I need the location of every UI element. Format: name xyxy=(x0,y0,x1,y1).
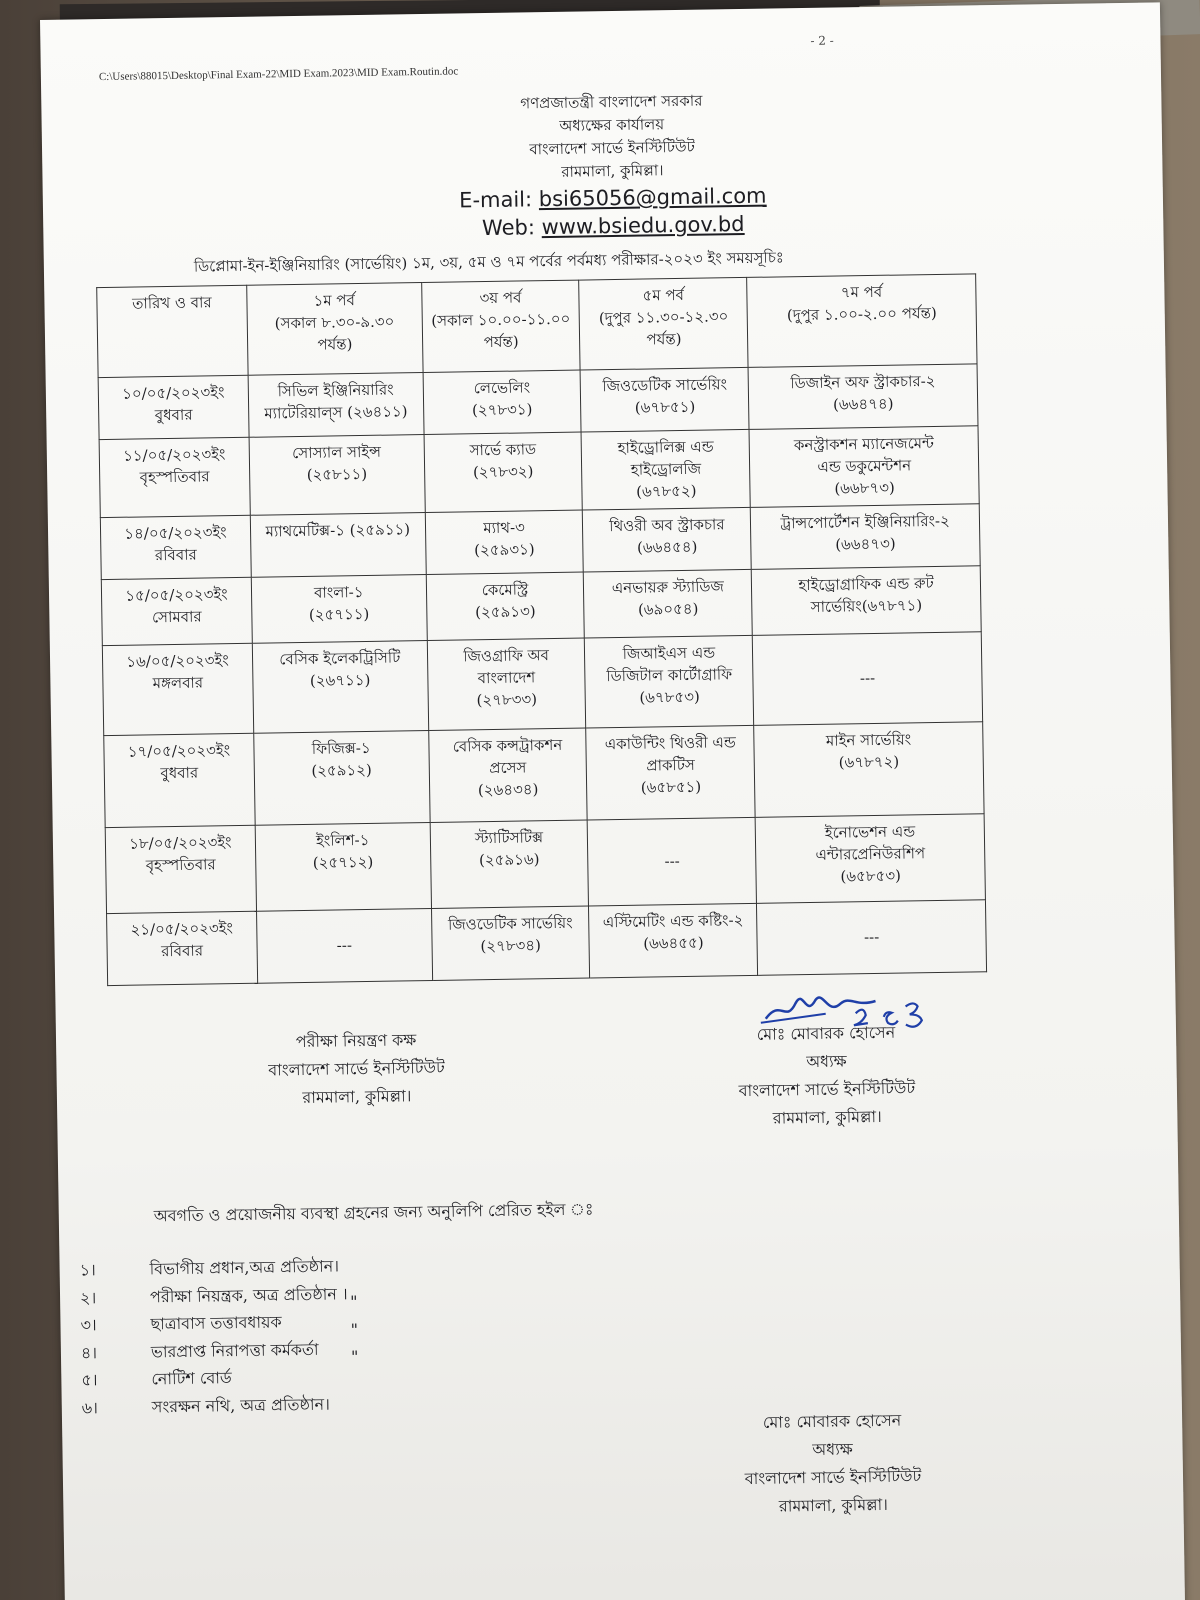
subject-cell: কেমেস্ট্রি (২৫৯১৩) xyxy=(426,572,585,640)
subject-cell: মাইন সার্ভেয়িং (৬৭৮৭২) xyxy=(754,722,984,818)
table-row xyxy=(105,814,985,914)
table-row xyxy=(107,900,987,986)
handwritten-date: 2.5.23 xyxy=(863,1021,868,1023)
subject-cell: --- xyxy=(256,909,432,984)
list-item xyxy=(81,1362,349,1394)
subject-cell: জিআইএস এন্ড ডিজিটাল কার্টোগ্রাফি (৬৭৮৫৩) xyxy=(585,636,754,729)
sig-right-institute: বাংলাদেশ সার্ভে ইনস্টিটিউট xyxy=(738,1078,916,1101)
web-label: Web: xyxy=(481,215,536,241)
table-row xyxy=(99,426,979,518)
date-cell: ১১/০৫/২০২৩ইং বৃহস্পতিবার xyxy=(99,437,250,518)
column-header: ৭ম পর্ব (দুপুর ১.০০-২.০০ পর্যন্ত) xyxy=(747,274,977,368)
sig-bottom-address: রামমালা, কুমিল্লা। xyxy=(778,1494,889,1516)
header-line-institute: বাংলাদেশ সার্ভে ইনস্টিটিউট xyxy=(529,137,695,159)
email-label: E-mail: xyxy=(459,187,533,213)
list-text: বিভাগীয় প্রধান,অত্র প্রতিষ্ঠান। xyxy=(149,1256,340,1279)
date-cell: ১৬/০৫/২০২৩ইং মঙ্গলবার xyxy=(102,643,253,735)
copy-intro: অবগতি ও প্রয়োজনীয় ব্যবস্থা গ্রহনের জন্য অনুলিপি প্রেরিত হইল ঃ xyxy=(153,1199,594,1226)
table-row xyxy=(104,722,984,828)
subject-cell: সিভিল ইঞ্জিনিয়ারিং ম্যাটেরিয়াল্‌স (২৬৪১১) xyxy=(248,373,424,438)
ditto-mark: " xyxy=(350,1292,358,1312)
subject-cell: ফিজিক্স-১ (২৫৯১২) xyxy=(254,731,430,826)
subject-cell: জিওডেটিক সার্ভেয়িং (৬৭৮৫১) xyxy=(581,367,750,432)
list-item xyxy=(80,1307,348,1339)
date-cell: ১৭/০৫/২০২৩ইং বুধবার xyxy=(104,733,255,827)
document-page xyxy=(40,2,1185,1600)
date-cell: ১৪/০৫/২০২৩ইং রবিবার xyxy=(100,516,251,580)
subject-cell: লেভেলিং (২৭৮৩১) xyxy=(423,370,582,434)
subject-cell: ইনোভেশন এন্ড এন্টারপ্রেনিউরশিপ (৬৫৮৫৩) xyxy=(755,814,985,904)
subject-cell: --- xyxy=(588,818,757,907)
web-line xyxy=(373,210,853,242)
subject-cell: --- xyxy=(757,900,987,976)
list-text: ছাত্রাবাস তত্তাবধায়ক xyxy=(150,1312,282,1334)
subject-cell: স্ট্যাটিসটিক্স (২৫৯১৬) xyxy=(430,820,589,908)
header-line-address: রামমালা, কুমিল্লা। xyxy=(561,161,664,181)
column-header: তারিখ ও বার xyxy=(97,285,248,377)
subject-cell: এস্টিমেটিং এন্ড কষ্টিং-২ (৬৬৪৫৫) xyxy=(589,904,758,979)
web-address: www.bsiedu.gov.bd xyxy=(541,211,745,240)
subject-cell: সোস্যাল সাইন্স (২৫৮১১) xyxy=(249,435,425,516)
subject-cell: হাইড্রোগ্রাফিক এন্ড রুট সার্ভেয়িং(৬৭৮৭১) xyxy=(752,566,982,636)
ditto-mark: " xyxy=(350,1320,359,1340)
table-body xyxy=(98,364,986,986)
subject-cell: কনস্ট্রাকশন ম্যানেজমেন্ট এন্ড ডকুমেন্টশন (৬৬৮৭৩) xyxy=(749,426,979,508)
header-line-govt: গণপ্রজাতন্ত্রী বাংলাদেশ সরকার xyxy=(520,91,703,113)
table-row xyxy=(102,632,982,736)
subject-cell: এনভায়রু স্ট্যাডিজ (৬৯০৫৪) xyxy=(584,570,753,639)
sig-right-title: অধ্যক্ষ xyxy=(806,1051,847,1072)
sig-bottom-institute: বাংলাদেশ সার্ভে ইনস্টিটিউট xyxy=(744,1466,922,1489)
column-header: ১ম পর্ব (সকাল ৮.৩০-৯.৩০ পর্যন্ত) xyxy=(247,283,423,376)
list-item xyxy=(80,1280,348,1312)
file-path: C:\Users\88015\Desktop\Final Exam-22\MID Exam.2023\MID Exam.Routin.doc xyxy=(98,65,459,84)
signature-block-bottom xyxy=(682,1405,984,1522)
list-number: ৩। xyxy=(80,1315,97,1335)
subject-cell: বেসিক ইলেকট্রিসিটি (২৬৭১১) xyxy=(252,641,428,734)
page-number: - 2 - xyxy=(810,33,834,48)
sig-left-line-2: বাংলাদেশ সার্ভে ইনস্টিটিউট xyxy=(268,1057,445,1080)
email-address: bsi65056@gmail.com xyxy=(538,183,767,212)
date-cell: ২১/০৫/২০২৩ইং রবিবার xyxy=(107,911,258,985)
list-number: ৫। xyxy=(81,1370,98,1390)
list-number: ২। xyxy=(79,1287,97,1308)
list-item xyxy=(79,1252,347,1284)
ditto-mark: " xyxy=(350,1347,359,1367)
subject-cell: হাইড্রোলিক্স এন্ড হাইড্রোলজি (৬৭৮৫২) xyxy=(582,429,751,510)
subject-cell: একাউন্টিং থিওরী এন্ড প্রাকটিস (৬৫৮৫১) xyxy=(586,726,755,821)
subject-cell: --- xyxy=(753,632,983,726)
sig-right-address: রামমালা, কুমিল্লা। xyxy=(772,1106,882,1128)
date-cell: ১৫/০৫/২০২৩ইং সোমবার xyxy=(101,578,252,646)
subject-cell: বেসিক কন্সট্রাকশন প্রসেস (২৬৪৩৪) xyxy=(428,728,587,822)
table-header-row xyxy=(97,274,977,378)
list-text: সংরক্ষন নথি, অত্র প্রতিষ্ঠান। xyxy=(151,1394,330,1416)
column-header: ৫ম পর্ব (দুপুর ১১.৩০-১২.৩০ পর্যন্ত) xyxy=(579,277,748,370)
sig-right-name: মোঃ মোবারক হোসেন xyxy=(756,1022,896,1044)
subject-cell: থিওরী অব স্ট্রাকচার (৬৬৪৫৪) xyxy=(583,508,752,573)
subject-cell: ডিজাইন অফ স্ট্রাকচার-২ (৬৬৪৭৪) xyxy=(748,364,978,430)
subject-cell: জিওগ্রাফি অব বাংলাদেশ (২৭৮৩৩) xyxy=(427,638,586,730)
list-item xyxy=(81,1335,349,1367)
sig-left-line-1: পরীক্ষা নিয়ন্ত্রণ কক্ষ xyxy=(295,1030,417,1052)
subject-cell: বাংলা-১ (২৫৭১১) xyxy=(251,575,427,644)
subject-cell: ইংলিশ-১ (২৫৭১২) xyxy=(255,823,431,912)
list-number: ৬। xyxy=(81,1397,99,1418)
copy-list xyxy=(79,1252,349,1421)
sig-bottom-title: অধ্যক্ষ xyxy=(812,1439,853,1460)
list-number: ৪। xyxy=(80,1342,98,1363)
subject-cell: ট্রান্সপোর্টেশন ইঞ্জিনিয়ারিং-২ (৬৬৪৭৩) xyxy=(751,504,981,570)
subject-cell: ম্যাথ-৩ (২৫৯৩১) xyxy=(425,510,584,574)
schedule-caption: ডিপ্লোমা-ইন-ইঞ্জিনিয়ারিং (সার্ভেয়িং) ১ম, ৩য়, ৫ম ও ৭ম পর্বের পর্বমধ্য পরীক্ষার-২০২৩ ইং সময়সূচিঃ xyxy=(193,248,785,276)
list-number: ১। xyxy=(79,1260,96,1280)
header-line-office: অধ্যক্ষের কার্যালয় xyxy=(559,115,665,135)
list-text: পরীক্ষা নিয়ন্ত্রক, অত্র প্রতিষ্ঠান । xyxy=(149,1283,348,1306)
column-header: ৩য় পর্ব (সকাল ১০.০০-১১.০০ পর্যন্ত) xyxy=(421,280,580,372)
list-text: নোটিশ বোর্ড xyxy=(151,1368,232,1389)
date-cell: ১০/০৫/২০২৩ইং বুধবার xyxy=(98,375,249,439)
exam-schedule-table xyxy=(96,273,987,986)
sig-left-line-3: রামমালা, কুমিল্লা। xyxy=(302,1086,412,1108)
subject-cell: সার্ভে ক্যাড (২৭৮৩২) xyxy=(424,432,583,513)
signature-block-right xyxy=(676,1017,978,1134)
subject-cell: ম্যাথমেটিক্স-১ (২৫৯১১) xyxy=(250,513,426,578)
sig-bottom-name: মোঃ মোবারক হোসেন xyxy=(762,1410,902,1432)
list-item xyxy=(82,1390,350,1422)
signature-block-left xyxy=(206,1025,507,1114)
subject-cell: জিওডেটিক সার্ভেয়িং (২৭৮৩৪) xyxy=(431,906,590,980)
date-cell: ১৮/০৫/২০২৩ইং বৃহস্পতিবার xyxy=(105,825,256,913)
list-text: ভারপ্রাপ্ত নিরাপত্তা কর্মকর্তা xyxy=(150,1339,319,1361)
